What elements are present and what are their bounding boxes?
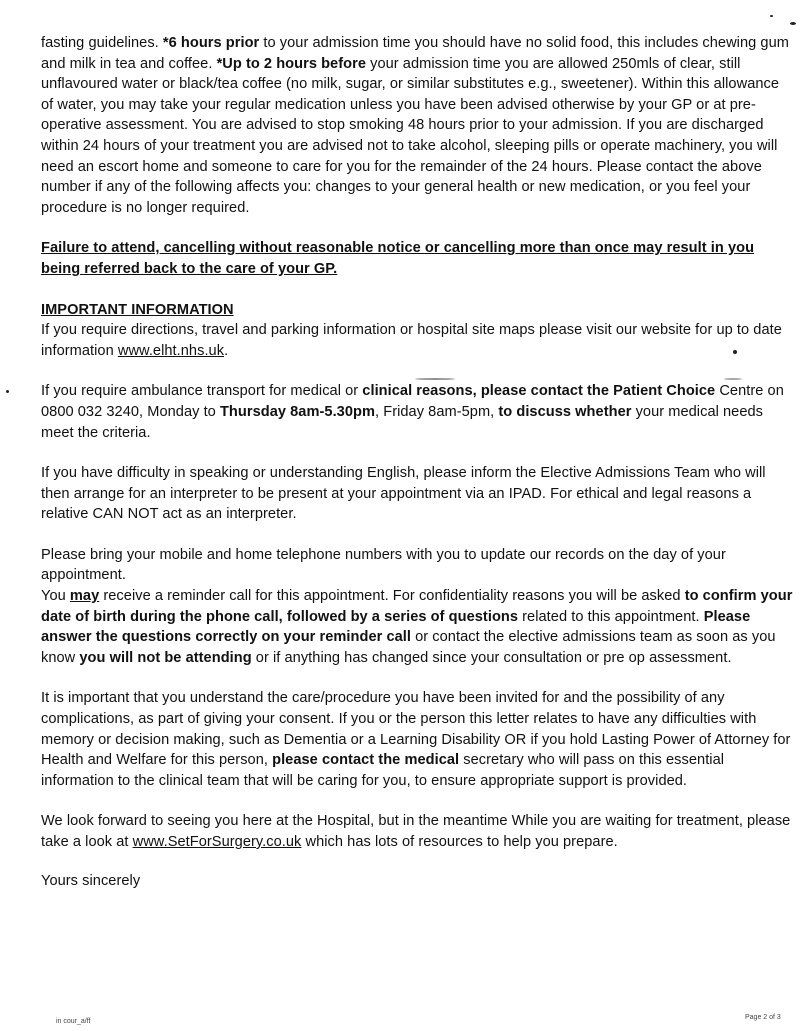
letter-body xyxy=(41,33,793,891)
english-interpreter-paragraph: If you have difficulty in speaking or understanding English, please inform the Elective Admissions Team who will then arrange for an interpreter to be present at your appointment via an IPAD. For ethical and legal reasons a relative CAN NOT act as an interpreter. xyxy=(41,465,766,523)
scan-speck xyxy=(724,378,742,380)
fasting-paragraph: fasting guidelines. *6 hours prior to your admission time you should have no solid food, this includes chewing gum and milk in tea and coffee. *Up to 2 hours before your admission time you are allowed 250mls of clear, still unflavoured water or black/tea coffee (no milk, sugar, or similar substitutes e.g., sweetener). Within this allowance of water, you may take your regular medication unless you have been advised otherwise by your GP or at pre-operative assessment. You are advised to stop smoking 48 hours prior to your admission. If you are discharged within 24 hours of your treatment you are advised not to take alcohol, sleeping pills or operate machinery, you will need an escort home and someone to care for you for the remainder of the 24 hours. Please contact the above number if any of the following affects you: changes to your general health or new medication, or you feel your procedure is no longer required. xyxy=(41,35,789,216)
elht-website-link[interactable]: www.elht.nhs.uk xyxy=(117,342,225,359)
scan-speck xyxy=(415,378,455,380)
page-number: Page 2 of 3 xyxy=(745,1014,781,1021)
failure-to-attend-warning: Failure to attend, cancelling without reasonable notice or cancelling more than once may result in you being referred back to the care of your GP. xyxy=(41,240,755,277)
sign-off: Yours sincerely xyxy=(41,872,141,889)
scan-speck xyxy=(733,350,737,354)
footer-reference: in cour_a/ff xyxy=(56,1018,91,1025)
set-for-surgery-link[interactable]: www.SetForSurgery.co.uk xyxy=(132,834,302,850)
telephone-numbers-paragraph: Please bring your mobile and home telephone numbers with you to update our records on the day of your appointment. xyxy=(41,546,726,584)
reminder-call-paragraph: You may receive a reminder call for this appointment. For confidentiality reasons you will be asked to confirm your date of birth during the phone call, followed by a series of questions related to this appointment. Please answer the questions correctly on your reminder call or contact the elective admissions team as soon as you know you will not be attending or if anything has changed since your consultation or pre op assessment. xyxy=(41,588,793,666)
scan-speck xyxy=(6,390,9,393)
look-forward-paragraph: We look forward to seeing you here at the Hospital, but in the meantime While you are waiting for treatment, please take a look at www.SetForSurgery.co.uk which has lots of resources to help you prepare. xyxy=(41,813,791,850)
two-hours-before: *Up to 2 hours before xyxy=(216,55,366,72)
ambulance-paragraph: If you require ambulance transport for medical or clinical reasons, please contact the Patient Choice Centre on 0800 032 3240, Monday to Thursday 8am-5.30pm, Friday 8am-5pm, to discuss whether your medical needs meet the criteria. xyxy=(41,383,784,441)
six-hours-prior: *6 hours prior xyxy=(162,35,260,51)
consent-paragraph: It is important that you understand the care/procedure you have been invited for and the possibility of any complications, as part of giving your consent. If you or the person this letter relates to have any difficulties with memory or decision making, such as Dementia or a Learning Disability OR if you hold Lasting Power of Attorney for Health and Welfare for this person, please contact the medical secretary who will pass on this essential information to the clinical team that will be caring for you, to ensure appropriate support is provided. xyxy=(41,690,791,789)
directions-paragraph: If you require directions, travel and parking information or hospital site maps please visit our website for up to date information www.elht.nhs.uk. xyxy=(41,322,782,359)
important-information-heading: IMPORTANT INFORMATION xyxy=(41,301,234,318)
scan-speck xyxy=(770,15,773,17)
scan-speck xyxy=(790,22,796,25)
